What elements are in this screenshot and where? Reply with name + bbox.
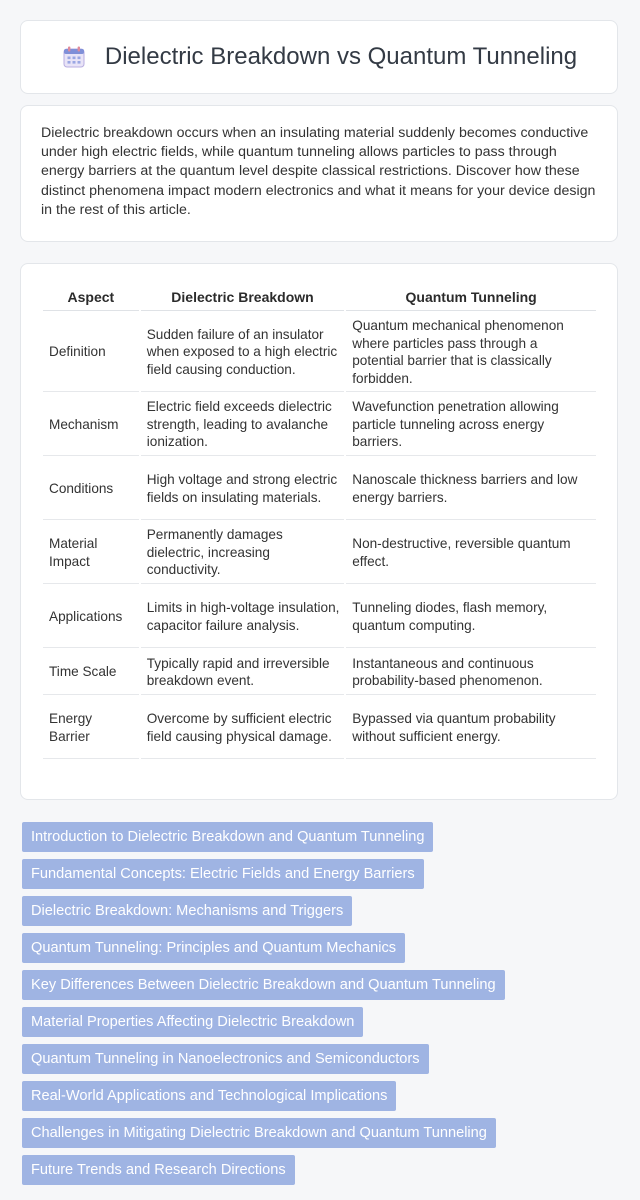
row-tunneling-value: Non-destructive, reversible quantum effect.: [346, 522, 596, 584]
row-aspect: Material Impact: [43, 522, 139, 584]
row-aspect: Applications: [43, 586, 139, 648]
table-row: [43, 586, 596, 648]
row-aspect: Mechanism: [43, 394, 139, 456]
row-tunneling-value: Instantaneous and continuous probability-based phenomenon.: [346, 650, 596, 695]
calendar-icon: [61, 44, 87, 70]
row-dielectric-value: Permanently damages dielectric, increasing conductivity.: [141, 522, 345, 584]
row-tunneling-value: Tunneling diodes, flash memory, quantum computing.: [346, 586, 596, 648]
table-header-row: [43, 286, 596, 311]
toc-link[interactable]: Quantum Tunneling in Nanoelectronics and Semiconductors: [22, 1044, 429, 1074]
toc-link[interactable]: Future Trends and Research Directions: [22, 1155, 295, 1185]
table-row: [43, 394, 596, 456]
toc-link[interactable]: Quantum Tunneling: Principles and Quantum Mechanics: [22, 933, 405, 963]
table-row: [43, 522, 596, 584]
row-tunneling-value: Wavefunction penetration allowing particle tunneling across energy barriers.: [346, 394, 596, 456]
row-dielectric-value: Overcome by sufficient electric field causing physical damage.: [141, 697, 345, 759]
row-dielectric-value: Limits in high-voltage insulation, capacitor failure analysis.: [141, 586, 345, 648]
header-dielectric-breakdown: Dielectric Breakdown: [141, 286, 345, 311]
header-quantum-tunneling: Quantum Tunneling: [346, 286, 596, 311]
table-of-contents: [22, 822, 622, 1192]
row-tunneling-value: Quantum mechanical phenomenon where particles pass through a potential barrier that is classically forbidden.: [346, 313, 596, 392]
toc-link[interactable]: Challenges in Mitigating Dielectric Breakdown and Quantum Tunneling: [22, 1118, 496, 1148]
row-tunneling-value: Bypassed via quantum probability without sufficient energy.: [346, 697, 596, 759]
comparison-table-card: [20, 263, 618, 800]
row-aspect: Definition: [43, 313, 139, 392]
toc-link[interactable]: Key Differences Between Dielectric Breakdown and Quantum Tunneling: [22, 970, 505, 1000]
comparison-table: [41, 284, 598, 761]
page-title: Dielectric Breakdown vs Quantum Tunneling: [104, 43, 578, 70]
toc-link[interactable]: Dielectric Breakdown: Mechanisms and Triggers: [22, 896, 352, 926]
row-dielectric-value: Typically rapid and irreversible breakdown event.: [141, 650, 345, 695]
toc-link[interactable]: Material Properties Affecting Dielectric Breakdown: [22, 1007, 363, 1037]
toc-link[interactable]: Introduction to Dielectric Breakdown and Quantum Tunneling: [22, 822, 433, 852]
intro-paragraph: Dielectric breakdown occurs when an insulating material suddenly becomes conductive under high electric fields, while quantum tunneling allows particles to pass through energy barriers at the quantum level despite classical restrictions. Discover how these distinct phenomena impact modern electronics and what it means for your device design in the rest of this article.: [41, 125, 596, 218]
intro-card: [20, 105, 618, 242]
row-aspect: Energy Barrier: [43, 697, 139, 759]
table-row: [43, 458, 596, 520]
row-dielectric-value: Electric field exceeds dielectric strength, leading to avalanche ionization.: [141, 394, 345, 456]
toc-link[interactable]: Real-World Applications and Technological Implications: [22, 1081, 396, 1111]
table-row: [43, 313, 596, 392]
row-tunneling-value: Nanoscale thickness barriers and low energy barriers.: [346, 458, 596, 520]
header-aspect: Aspect: [43, 286, 139, 311]
row-aspect: Time Scale: [43, 650, 139, 695]
row-aspect: Conditions: [43, 458, 139, 520]
toc-link[interactable]: Fundamental Concepts: Electric Fields and Energy Barriers: [22, 859, 424, 889]
title-row: [21, 21, 617, 93]
table-row: [43, 697, 596, 759]
header-card: [20, 20, 618, 94]
row-dielectric-value: Sudden failure of an insulator when exposed to a high electric field causing conduction.: [141, 313, 345, 392]
row-dielectric-value: High voltage and strong electric fields on insulating materials.: [141, 458, 345, 520]
table-row: [43, 650, 596, 695]
